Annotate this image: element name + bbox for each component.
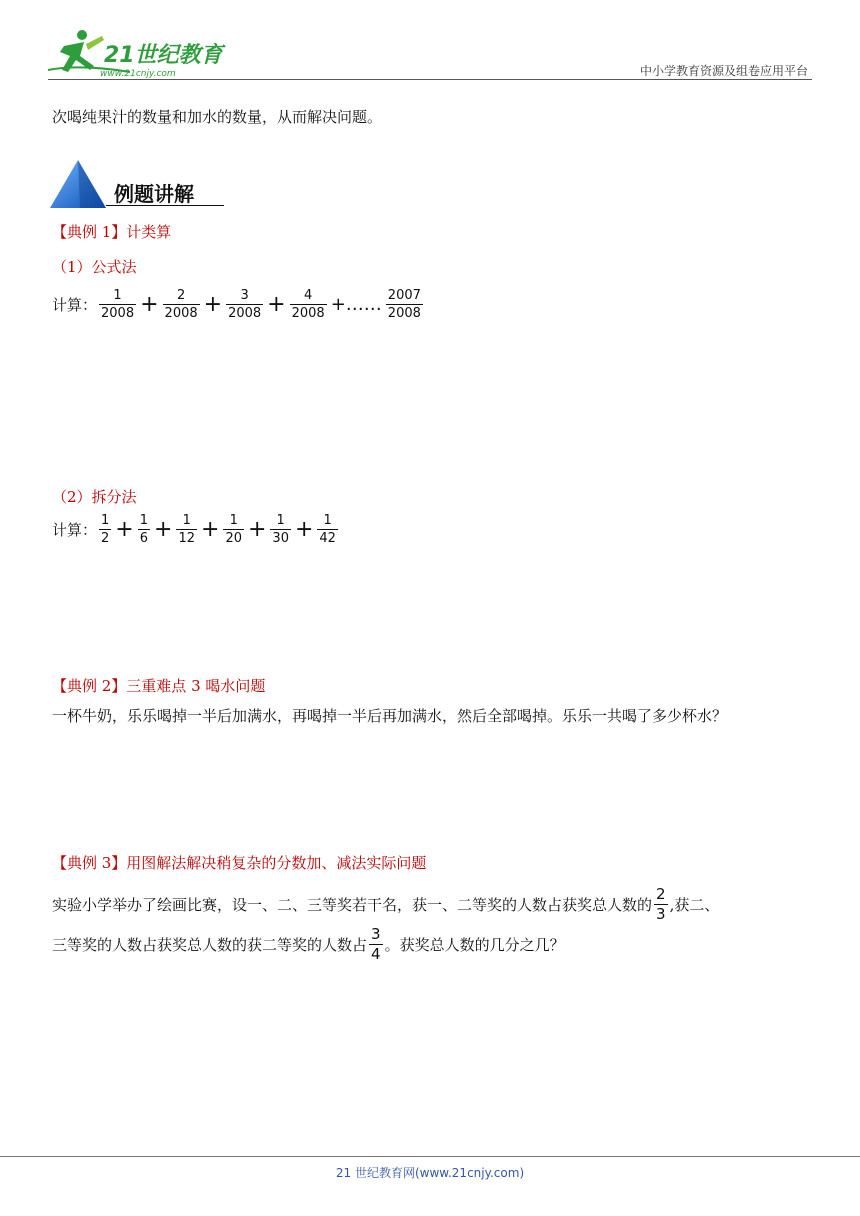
example3-text: 实验小学举办了绘画比赛，设一、二、三等奖若干名，获一、二等奖的人数占获奖总人数的: [52, 895, 653, 914]
header-platform-text: 中小学教育资源及组卷应用平台: [639, 64, 808, 78]
fraction: $\frac{2007}{2008}$: [387, 288, 421, 321]
fraction: $\frac{3}{2008}$: [228, 288, 262, 321]
fraction: $\frac{1}{20}$: [225, 513, 242, 546]
calc-label: 计算：: [52, 295, 98, 314]
example3-text: 三等奖的人数占获奖总人数的获二等奖的人数占: [52, 935, 368, 954]
formula-1: [52, 288, 425, 321]
intro-line: 次喝纯果汁的数量和加水的数量，从而解决问题。: [52, 108, 383, 126]
fraction: $\frac{1}{2}$: [101, 513, 110, 546]
formula-2: [52, 513, 340, 546]
section-underline: [106, 205, 224, 206]
footer-divider: [0, 1156, 860, 1157]
calc-label: 计算：: [52, 520, 98, 539]
svg-text:www.21cnjy.com: www.21cnjy.com: [100, 69, 176, 79]
fraction: $\frac{2}{3}$: [656, 885, 666, 923]
site-logo: [40, 26, 230, 82]
plus-sign: +: [201, 517, 220, 542]
example3-line2: [52, 926, 565, 963]
example1-heading: 【典例 1】计类算: [52, 223, 172, 241]
plus-sign: +: [203, 292, 223, 317]
plus-sign: +: [154, 517, 173, 542]
plus-sign: +: [267, 292, 286, 317]
plus-sign: +: [140, 292, 159, 317]
plus-sign: +: [294, 517, 314, 542]
plus-sign: +: [247, 517, 267, 542]
example1-part1-label: （1）公式法: [52, 258, 137, 276]
plus-sign: +: [115, 517, 134, 542]
fraction: $\frac{1}{30}$: [272, 513, 289, 546]
fraction: $\frac{1}{6}$: [139, 513, 149, 546]
example2-question: 一杯牛奶，乐乐喝掉一半后加满水，再喝掉一半后再加满水，然后全部喝掉。乐乐一共喝了多少杯水？: [52, 707, 728, 725]
example1-part2-label: （2）拆分法: [52, 488, 137, 506]
example3-text: ,获二、: [669, 895, 720, 914]
example2-heading: 【典例 2】三重难点 3 喝水问题: [52, 677, 266, 695]
example3-line1: [52, 886, 719, 923]
fraction: $\frac{1}{12}$: [178, 513, 195, 546]
header-divider: [48, 79, 812, 80]
fraction: $\frac{1}{42}$: [319, 513, 336, 546]
fraction: $\frac{3}{4}$: [371, 925, 381, 963]
example3-text: 。获奖总人数的几分之几？: [384, 935, 565, 954]
fraction: $\frac{2}{2008}$: [164, 288, 198, 321]
svg-text:21世纪教育: 21世纪教育: [104, 43, 223, 68]
ellipsis: +……: [330, 294, 382, 315]
footer-link[interactable]: 21 世纪教育网(www.21cnjy.com): [335, 1166, 525, 1180]
example3-heading: 【典例 3】用图解法解决稍复杂的分数加、减法实际问题: [52, 854, 427, 872]
section-title: 例题讲解: [114, 182, 194, 206]
fraction: $\frac{1}{2008}$: [101, 288, 135, 321]
fraction: $\frac{4}{2008}$: [291, 288, 325, 321]
